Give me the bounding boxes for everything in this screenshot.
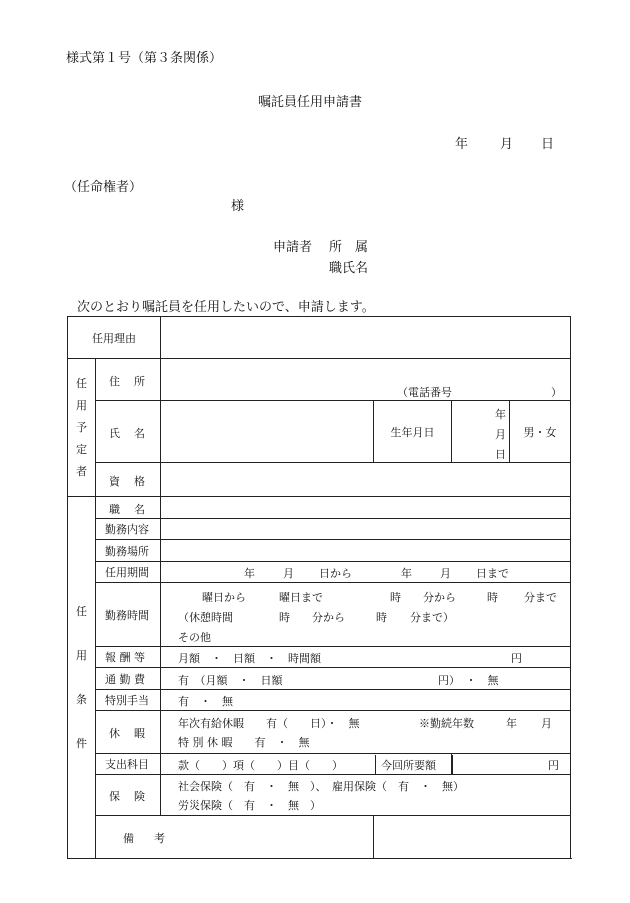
- budget-divider: [375, 755, 376, 774]
- pay-field[interactable]: 月額 ・ 日額 ・ 時間額 円: [161, 647, 571, 668]
- duties-label: 勤務内容: [96, 519, 161, 540]
- authority-label: （任命権者）: [64, 180, 143, 195]
- date-month-label: 月: [500, 137, 514, 152]
- honorific-label: 様: [231, 199, 245, 214]
- period-field[interactable]: 年 月 日から 年 月 日まで: [161, 562, 571, 583]
- job-label: 職 名: [96, 497, 161, 519]
- intro-text: 次のとおり嘱託員を任用したいので、申請します。: [77, 300, 375, 315]
- remarks-field[interactable]: [374, 816, 571, 859]
- affiliation-label: 所 属: [329, 240, 369, 255]
- row-hours: [68, 583, 571, 647]
- row-job: [68, 497, 571, 519]
- place-field[interactable]: [161, 540, 571, 562]
- insurance-field[interactable]: 社会保険（ 有 ・ 無 ）、 雇用保険（ 有 ・ 無） 労災保険（ 有 ・ 無 ）: [161, 775, 571, 816]
- row-commute: [68, 668, 571, 690]
- row-pay: [68, 647, 571, 668]
- row-address: [68, 359, 571, 401]
- applicant-label: 申請者: [273, 240, 313, 255]
- leave-field[interactable]: 年次有給休暇 有（ 日）・ 無 ※勤続年数 年 月 特 別 休 暇 有 ・ 無: [161, 711, 571, 754]
- application-form-table: [67, 316, 571, 859]
- row-period: [68, 562, 571, 583]
- date-year-label: 年: [455, 137, 469, 152]
- allowance-label: 特別手当: [96, 690, 161, 711]
- document-title: 嘱託員任用申請書: [258, 95, 363, 110]
- hours-label: 勤務時間: [96, 583, 161, 647]
- row-remarks: [68, 816, 571, 859]
- row-qualification: [68, 463, 571, 497]
- remarks-label: 備 考: [96, 816, 374, 859]
- row-insurance: [68, 775, 571, 816]
- row-leave: [68, 711, 571, 754]
- row-duties: [68, 519, 571, 540]
- dob-label: 生年月日: [374, 401, 452, 463]
- row-place: [68, 540, 571, 562]
- name-label: 氏 名: [96, 401, 161, 463]
- budget-label: 支出科目: [96, 754, 161, 775]
- period-label: 任用期間: [96, 562, 161, 583]
- dob-field[interactable]: 年 月 日: [452, 401, 510, 463]
- place-label: 勤務場所: [96, 540, 161, 562]
- qualification-field[interactable]: [161, 463, 571, 497]
- date-day-label: 日: [541, 137, 555, 152]
- duties-field[interactable]: [161, 519, 571, 540]
- pay-label: 報 酬 等: [96, 647, 161, 668]
- form-number: 様式第１号（第３条関係）: [66, 51, 223, 66]
- row-reason: [68, 317, 571, 359]
- address-label: 住 所: [96, 359, 161, 401]
- row-allowance: [68, 690, 571, 711]
- allowance-field[interactable]: 有 ・ 無: [161, 690, 571, 711]
- insurance-label: 保 険: [96, 775, 161, 816]
- name-field[interactable]: [161, 401, 374, 463]
- leave-label: 休 暇: [96, 711, 161, 754]
- sex-field[interactable]: 男・女: [510, 401, 571, 463]
- reason-field[interactable]: [161, 317, 571, 359]
- reason-label: 任用理由: [68, 317, 161, 359]
- qualification-label: 資 格: [96, 463, 161, 497]
- phone-label: （電話番号: [397, 385, 452, 399]
- job-field[interactable]: [161, 497, 571, 519]
- required-divider: [452, 755, 453, 774]
- required-label: 今回所要額: [381, 758, 436, 772]
- hours-field[interactable]: 曜日から 曜日まで 時 分から 時 分まで （休憩時間 時 分から 時 分まで） その他: [161, 583, 571, 647]
- position-name-label: 職氏名: [329, 261, 369, 276]
- address-field[interactable]: [161, 359, 571, 401]
- commute-label: 通 勤 費: [96, 668, 161, 690]
- phone-close: ）: [551, 385, 562, 399]
- required-amount-field[interactable]: 円: [452, 754, 571, 775]
- row-budget: [68, 754, 571, 775]
- row-name: [68, 401, 571, 463]
- budget-field[interactable]: 款（ ）項（ ）目（ ） 今回所要額: [161, 754, 452, 775]
- conditions-group-label: 任 用 条 件: [68, 497, 96, 859]
- candidate-group-label: 任 用 予 定 者: [68, 359, 96, 497]
- commute-field[interactable]: 有 （月額 ・ 日額 円） ・ 無: [161, 668, 571, 690]
